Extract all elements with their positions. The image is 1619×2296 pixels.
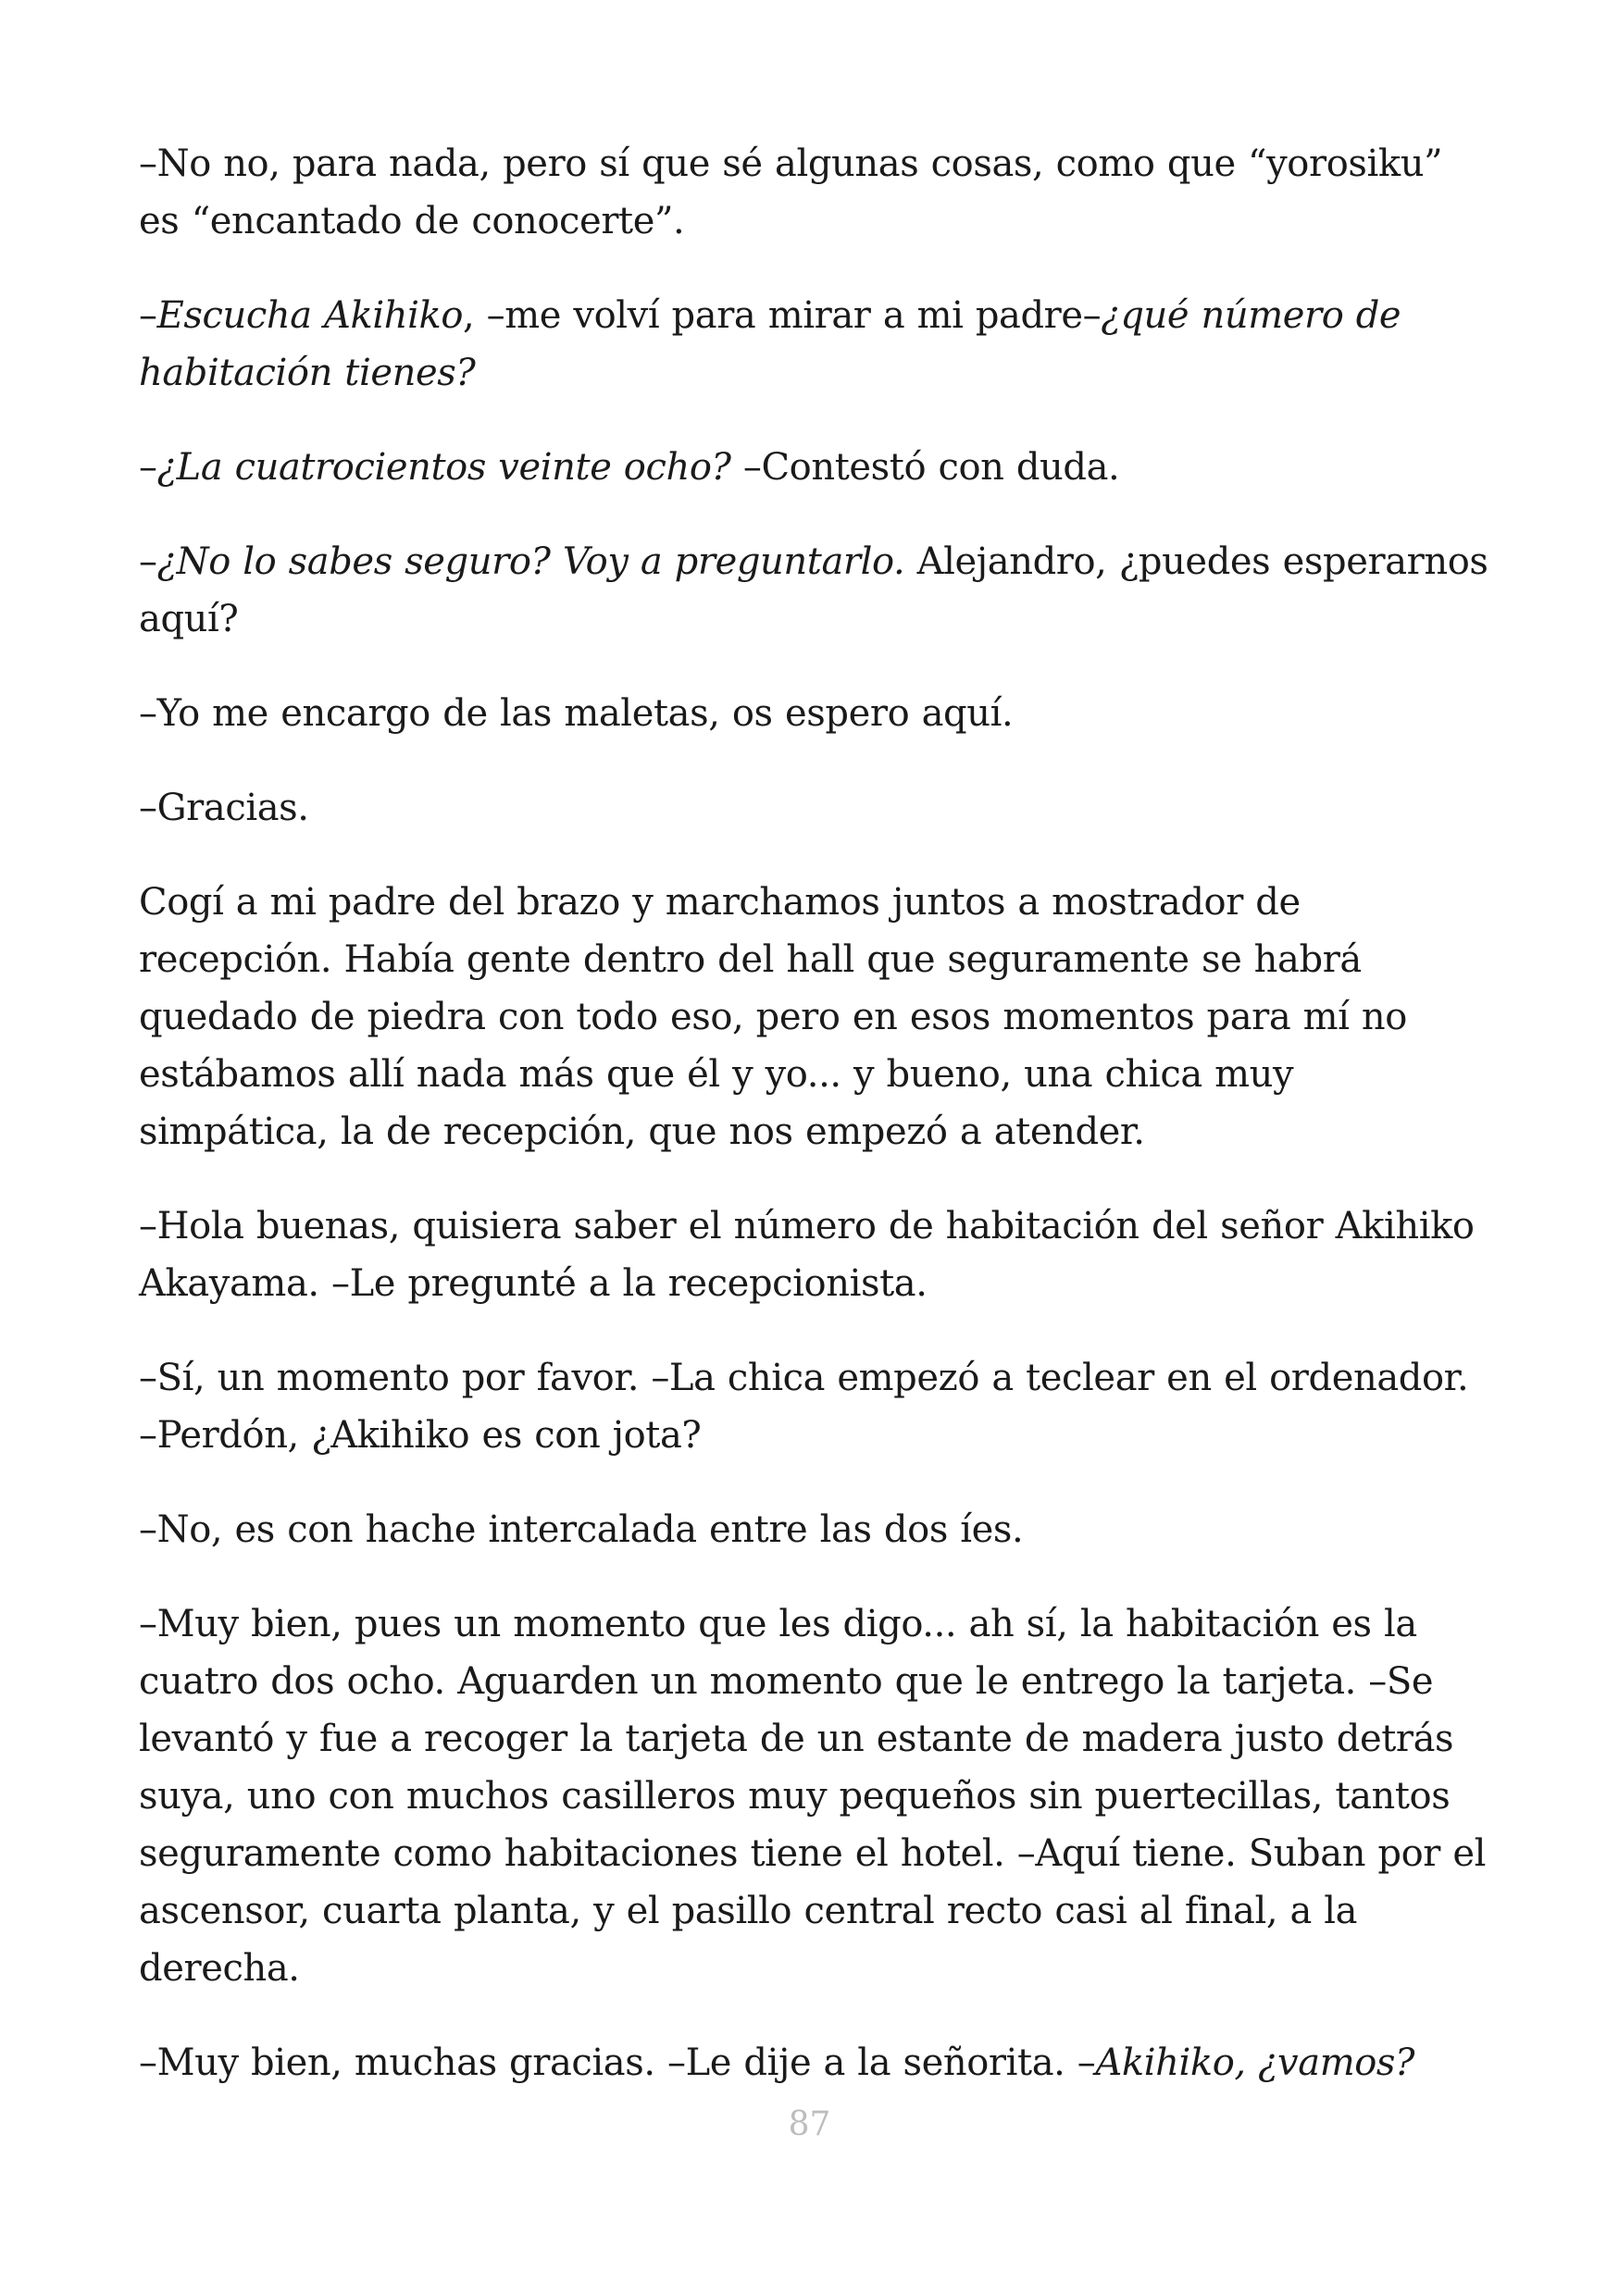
text-run: , –me volví para mirar a mi padre– (463, 294, 1102, 337)
text-run: –Hola buenas, quisiera saber el número de habitación del señor Akihiko Akayama. –Le pregunté a la recepcionista. (139, 1205, 1475, 1305)
paragraph (139, 1198, 1490, 1312)
italic-text-run: ¿qué número de habitación tienes? (139, 294, 1401, 394)
text-run: –Gracias. (139, 787, 309, 829)
text-run: – (139, 446, 157, 489)
text-run: –No, es con hache intercalada entre las dos íes. (139, 1508, 1024, 1551)
text-run: Alejandro, ¿puedes esperarnos aquí? (139, 540, 1488, 640)
italic-text-run: Akihiko, ¿vamos? (1095, 2042, 1415, 2084)
text-run: – (139, 294, 157, 337)
paragraph (139, 1595, 1490, 1997)
italic-text-run: Escucha Akihiko (156, 294, 464, 337)
text-run: –Yo me encargo de las maletas, os espero aquí. (139, 692, 1014, 735)
page-body (139, 135, 1490, 2128)
italic-text-run: ¿No lo sabes seguro? Voy a preguntarlo. (156, 540, 905, 583)
text-run: –No no, para nada, pero sí que sé algunas cosas, como que “yorosiku” es “encantado de conocerte”. (139, 143, 1443, 242)
paragraph (139, 1349, 1490, 1464)
paragraph (139, 287, 1490, 402)
paragraph (139, 2034, 1490, 2091)
paragraph (139, 685, 1490, 742)
paragraph (139, 779, 1490, 837)
text-run: –Contestó con duda. (730, 446, 1120, 489)
paragraph (139, 874, 1490, 1160)
text-run: –Muy bien, pues un momento que les digo... ah sí, la habitación es la cuatro dos ocho. Aguarden un momento que le entrego la tarjeta. –Se levantó y fue a recoger la tarjeta de un estante de madera justo detrás suya, uno con muchos casilleros muy pequeños sin puertecillas, tantos seguramente como habitaciones tiene el hotel. –Aquí tiene. Suban por el ascensor, cuarta planta, y el pasillo central recto casi al final, a la derecha. (139, 1603, 1486, 1990)
paragraph (139, 1501, 1490, 1558)
paragraph (139, 439, 1490, 496)
page-number: 87 (788, 2105, 831, 2143)
text-run: Cogí a mi padre del brazo y marchamos juntos a mostrador de recepción. Había gente dentro del hall que seguramente se habrá quedado de piedra con todo eso, pero en esos momentos para mí no estábamos allí nada más que él y yo... y bueno, una chica muy simpática, la de recepción, que nos empezó a atender. (139, 881, 1407, 1153)
text-run: –Muy bien, muchas gracias. –Le dije a la señorita. – (139, 2042, 1096, 2084)
italic-text-run: ¿La cuatrocientos veinte ocho? (156, 446, 731, 489)
text-run: –Sí, un momento por favor. –La chica empezó a teclear en el ordenador. –Perdón, ¿Akihiko es con jota? (139, 1357, 1469, 1457)
paragraph (139, 533, 1490, 648)
text-run: – (139, 540, 157, 583)
paragraph (139, 135, 1490, 250)
